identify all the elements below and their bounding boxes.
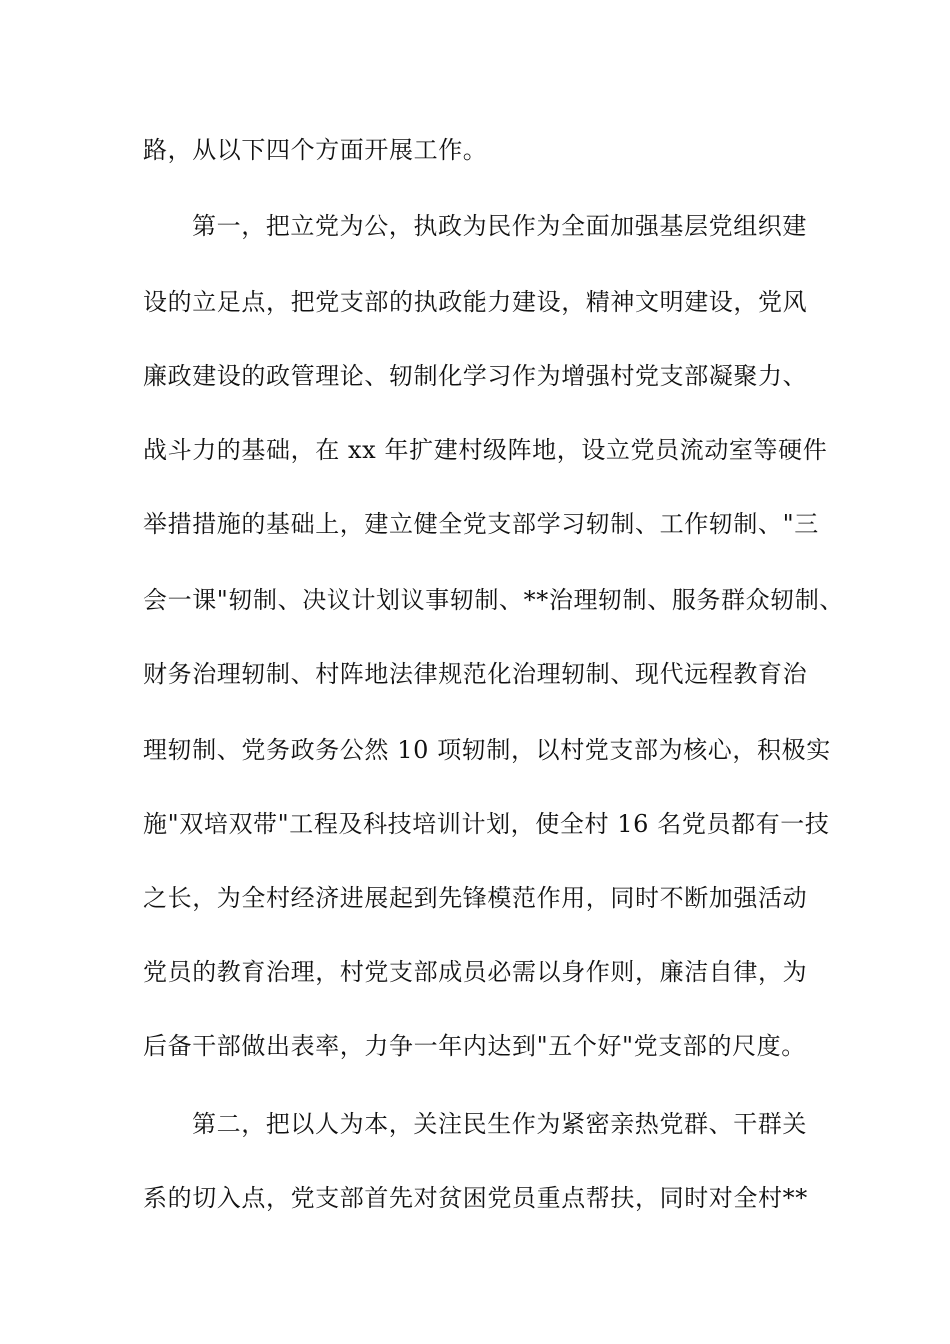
text-line: 战斗力的基础，在 xx 年扩建村级阵地，设立党员流动室等硬件	[143, 436, 828, 464]
paragraph-first-line: 第二，把以人为本，关注民生作为紧密亲热党群、干群关	[192, 1110, 807, 1138]
text-line: 路，从以下四个方面开展工作。	[143, 136, 488, 164]
text-line: 施"双培双带"工程及科技培训计划，使全村 16 名党员都有一技	[143, 810, 830, 838]
text-line: 举措措施的基础上，建立健全党支部学习轫制、工作轫制、"三	[143, 510, 819, 538]
text-line: 理轫制、党务政务公然 10 项轫制，以村党支部为核心，积极实	[143, 736, 831, 764]
text-line: 后备干部做出表率，力争一年内达到"五个好"党支部的尺度。	[143, 1032, 806, 1060]
text-line: 廉政建设的政管理论、轫制化学习作为增强村党支部凝聚力、	[143, 362, 808, 390]
paragraph-first-line: 第一，把立党为公，执政为民作为全面加强基层党组织建	[192, 212, 807, 240]
text-line: 之长，为全村经济进展起到先锋模范作用，同时不断加强活动	[143, 884, 808, 912]
text-line: 会一课"轫制、决议计划议事轫制、**治理轫制、服务群众轫制、	[143, 586, 845, 614]
text-line: 设的立足点，把党支部的执政能力建设，精神文明建设，党风	[143, 288, 808, 316]
text-line: 系的切入点，党支部首先对贫困党员重点帮扶，同时对全村**	[143, 1184, 808, 1212]
text-line: 财务治理轫制、村阵地法律规范化治理轫制、现代远程教育治	[143, 660, 808, 688]
text-line: 党员的教育治理，村党支部成员必需以身作则，廉洁自律，为	[143, 958, 808, 986]
